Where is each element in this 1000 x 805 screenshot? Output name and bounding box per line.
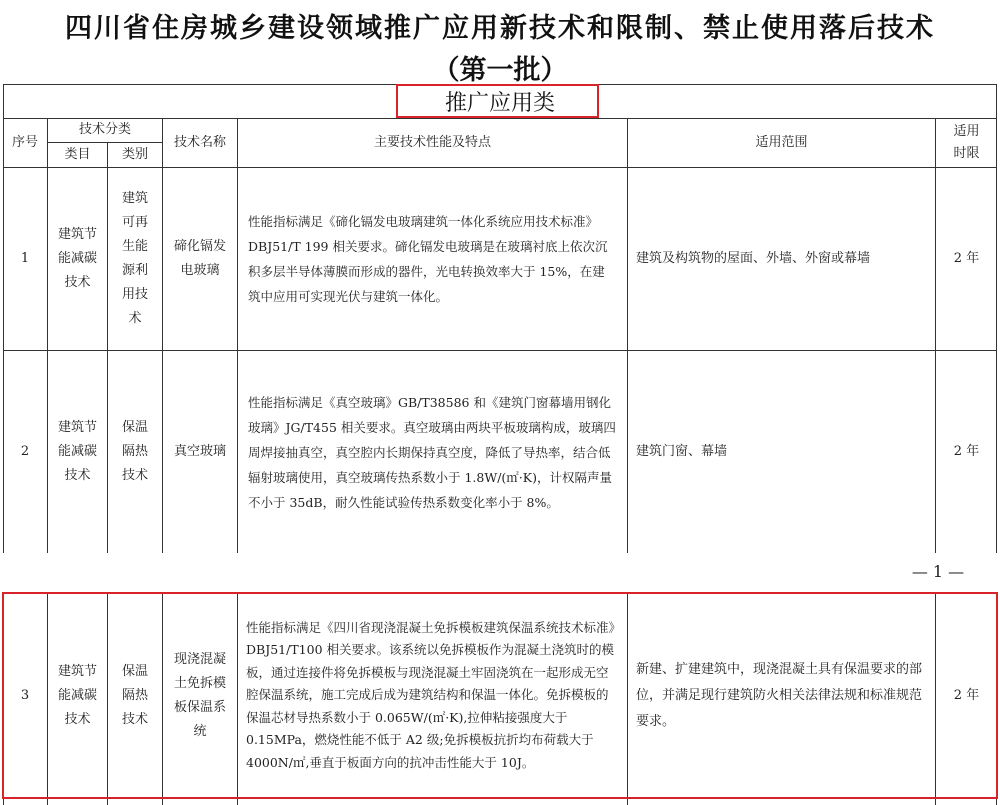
row1-category: 建筑节能减碳技术 [57, 227, 97, 290]
row1-performance: 性能指标满足《碲化镉发电玻璃建筑一体化系统应用技术标准》DBJ51/T 199 相关要求。碲化镉发电玻璃是在玻璃衬底上依次沉积多层半导体薄膜而形成的器件，光电转换效率大于 15%，在建筑中应用可实现光伏与建筑一体化。 [248, 214, 608, 304]
header-tech-class: 技术分类 [78, 122, 131, 137]
row3-subcategory: 保温隔热技术 [121, 663, 148, 727]
row2-subcategory: 保温隔热技术 [121, 420, 148, 483]
row2-scope: 建筑门窗、幕墙 [636, 444, 728, 459]
row2-category: 建筑节能减碳技术 [57, 420, 97, 483]
row3-category: 建筑节能减碳技术 [57, 663, 97, 727]
header-tech-name: 技术名称 [173, 134, 226, 150]
document-title: 四川省住房城乡建设领域推广应用新技术和限制、禁止使用落后技术 [65, 13, 935, 44]
header-type-a: 类目 [64, 147, 91, 162]
row1-name: 碲化镉发电玻璃 [173, 239, 226, 278]
header-seq: 序号 [11, 134, 38, 150]
page-number: — 1 — [911, 562, 965, 581]
row3-name: 现浇混凝土免拆模板保温系统 [173, 651, 226, 739]
row2-period: 2 年 [953, 444, 980, 459]
row3-scope: 新建、扩建建筑中，现浇混凝土具有保温要求的部位，并满足现行建筑防火相关法律法规和标准规范要求。 [636, 661, 923, 729]
row3-performance: 性能指标满足《四川省现浇混凝土免拆模板建筑保温系统技术标准》DBJ51/T100 相关要求。该系统以免拆模板作为混凝土浇筑时的模板，通过连接件将免拆模板与现浇混凝土牢固浇筑在一起形成无空腔保温系统，施工完成后成为建筑结构和保温一体化。免拆模板的保温芯材导热系数小于 0.065W/(㎡·K),拉伸粘接强度大于 0.15MPa，燃烧性能不低于 A2 级;免拆模板抗折均布荷载大于 4000N/㎡,垂直于板面方向的抗冲击性能大于 10J。 [246, 619, 615, 770]
row2-name: 真空玻璃 [173, 444, 226, 459]
header-performance: 主要技术性能及特点 [373, 134, 491, 150]
header-scope: 适用范围 [755, 134, 808, 150]
row1-seq: 1 [20, 251, 30, 266]
row3-period: 2 年 [953, 687, 980, 703]
row3-highlight [2, 592, 998, 799]
category-heading: 推广应用类 [444, 90, 555, 116]
row1-subcategory: 建筑可再生能源利用技术 [121, 191, 148, 326]
header-type-b: 类别 [121, 147, 148, 162]
row1-period: 2 年 [953, 251, 980, 266]
row2-seq: 2 [20, 444, 30, 459]
document-subtitle: （第一批） [432, 55, 568, 86]
row1-scope: 建筑及构筑物的屋面、外墙、外窗或幕墙 [636, 251, 871, 266]
row2-performance: 性能指标满足《真空玻璃》GB/T38586 和《建筑门窗幕墙用钢化玻璃》JG/T455 相关要求。真空玻璃由两块平板玻璃构成，玻璃四周焊接抽真空，真空腔内长期保持真空度，降低了导热率，结合低辐射玻璃使用，真空玻璃传热系数小于 1.8W/(㎡·K)，计权隔声量不小于 35dB，耐久性能试验传热系数变化率小于 8%。 [248, 394, 616, 510]
row3-seq: 3 [20, 687, 30, 703]
header-period: 适用时限 [953, 123, 980, 161]
category-heading-highlight [396, 84, 599, 118]
